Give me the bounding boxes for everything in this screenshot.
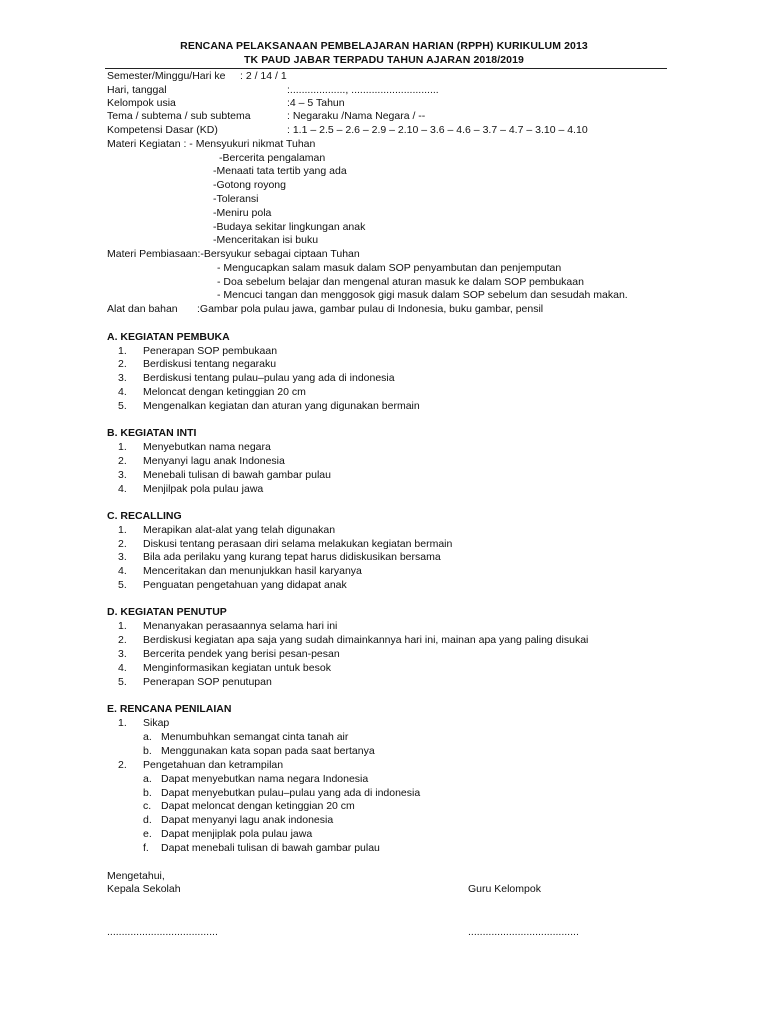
penilaian-group-label: Pengetahuan dan ketrampilan <box>143 759 284 771</box>
list-item-number: 4. <box>118 483 127 495</box>
section-title-penutup: D. KEGIATAN PENUTUP <box>107 606 227 618</box>
list-item-number: 1. <box>118 620 127 632</box>
list-item: Menginformasikan kegiatan untuk besok <box>143 662 331 674</box>
mengetahui-label: Mengetahui, <box>107 870 165 882</box>
hari-value: :..................., .............................. <box>287 84 439 96</box>
list-item: Penerapan SOP penutupan <box>143 676 272 688</box>
list-item-number: 2. <box>118 759 127 771</box>
kepala-sekolah-label: Kepala Sekolah <box>107 883 181 895</box>
section-title-penilaian: E. RENCANA PENILAIAN <box>107 703 232 715</box>
list-item-number: 4. <box>118 386 127 398</box>
materi-kegiatan-item: -Menaati tata tertib yang ada <box>213 165 347 177</box>
alat-label: Alat dan bahan <box>107 303 178 315</box>
section-title-pembuka: A. KEGIATAN PEMBUKA <box>107 331 230 343</box>
tema-value: : Negaraku /Nama Negara / -- <box>287 110 426 122</box>
list-item-number: 1. <box>118 717 127 729</box>
materi-kegiatan-item: -Meniru pola <box>213 207 272 219</box>
alat-value: :Gambar pola pulau jawa, gambar pulau di Indonesia, buku gambar, pensil <box>197 303 544 315</box>
list-item: Menyanyi lagu anak Indonesia <box>143 455 285 467</box>
section-title-inti: B. KEGIATAN INTI <box>107 427 197 439</box>
list-item-number: 2. <box>118 455 127 467</box>
semester-value: : 2 / 14 / 1 <box>240 70 287 82</box>
list-item: Menumbuhkan semangat cinta tanah air <box>161 731 349 743</box>
list-item-letter: a. <box>143 731 152 743</box>
list-item: Berdiskusi tentang pulau–pulau yang ada di indonesia <box>143 372 395 384</box>
list-item-letter: f. <box>143 842 149 854</box>
signature-line-left: ...................................... <box>107 926 218 938</box>
header-divider <box>105 68 667 69</box>
list-item-number: 5. <box>118 400 127 412</box>
materi-pembiasaan-label: Materi Pembiasaan:-Bersyukur sebagai ciptaan Tuhan <box>107 248 360 260</box>
materi-kegiatan-item: -Menceritakan isi buku <box>213 234 319 246</box>
list-item: Bercerita pendek yang berisi pesan-pesan <box>143 648 340 660</box>
materi-pembiasaan-item: - Mencuci tangan dan menggosok gigi masuk dalam SOP sebelum dan sesudah makan. <box>217 289 628 301</box>
list-item: Dapat menebali tulisan di bawah gambar pulau <box>161 842 380 854</box>
list-item: Menanyakan perasaannya selama hari ini <box>143 620 338 632</box>
signature-line-right: ...................................... <box>468 926 579 938</box>
semester-label: Semester/Minggu/Hari ke <box>107 70 226 82</box>
list-item-number: 2. <box>118 358 127 370</box>
list-item: Bila ada perilaku yang kurang tepat harus didiskusikan bersama <box>143 551 441 563</box>
materi-kegiatan-item: -Budaya sekitar lingkungan anak <box>213 221 366 233</box>
list-item-number: 3. <box>118 372 127 384</box>
list-item-number: 5. <box>118 579 127 591</box>
list-item-number: 2. <box>118 634 127 646</box>
materi-kegiatan-label: Materi Kegiatan : - Mensyukuri nikmat Tuhan <box>107 138 316 150</box>
list-item: Dapat menjiplak pola pulau jawa <box>161 828 313 840</box>
list-item: Penguatan pengetahuan yang didapat anak <box>143 579 347 591</box>
list-item: Menyebutkan nama negara <box>143 441 271 453</box>
list-item: Berdiskusi kegiatan apa saja yang sudah dimainkannya hari ini, mainan apa yang paling disukai <box>143 634 589 646</box>
list-item-letter: c. <box>143 800 152 812</box>
materi-pembiasaan-item: - Doa sebelum belajar dan mengenal aturan masuk ke dalam SOP pembukaan <box>217 276 584 288</box>
list-item-letter: e. <box>143 828 152 840</box>
header-title: RENCANA PELAKSANAAN PEMBELAJARAN HARIAN (RPPH) KURIKULUM 2013 <box>180 40 588 52</box>
materi-pembiasaan-item: - Mengucapkan salam masuk dalam SOP penyambutan dan penjemputan <box>217 262 562 274</box>
materi-kegiatan-item: -Bercerita pengalaman <box>219 152 326 164</box>
guru-kelompok-label: Guru Kelompok <box>468 883 541 895</box>
list-item: Mengenalkan kegiatan dan aturan yang digunakan bermain <box>143 400 420 412</box>
list-item: Merapikan alat-alat yang telah digunakan <box>143 524 336 536</box>
list-item: Menggunakan kata sopan pada saat bertanya <box>161 745 375 757</box>
kelompok-label: Kelompok usia <box>107 97 176 109</box>
tema-label: Tema / subtema / sub subtema <box>107 110 251 122</box>
hari-label: Hari, tanggal <box>107 84 167 96</box>
list-item: Dapat menyebutkan pulau–pulau yang ada di indonesia <box>161 787 421 799</box>
list-item-number: 5. <box>118 676 127 688</box>
list-item-number: 1. <box>118 345 127 357</box>
list-item-letter: d. <box>143 814 152 826</box>
list-item-number: 1. <box>118 441 127 453</box>
list-item-letter: b. <box>143 745 152 757</box>
penilaian-group-label: Sikap <box>143 717 170 729</box>
list-item-number: 1. <box>118 524 127 536</box>
list-item-number: 4. <box>118 565 127 577</box>
kd-label: Kompetensi Dasar (KD) <box>107 124 218 136</box>
list-item: Penerapan SOP pembukaan <box>143 345 278 357</box>
header-subtitle: TK PAUD JABAR TERPADU TAHUN AJARAN 2018/2019 <box>244 54 524 66</box>
materi-kegiatan-item: -Gotong royong <box>213 179 286 191</box>
section-title-recalling: C. RECALLING <box>107 510 182 522</box>
list-item-number: 4. <box>118 662 127 674</box>
list-item: Menjilpak pola pulau jawa <box>143 483 264 495</box>
list-item-number: 3. <box>118 469 127 481</box>
list-item: Dapat menyebutkan nama negara Indonesia <box>161 773 369 785</box>
list-item-number: 3. <box>118 551 127 563</box>
list-item: Meloncat dengan ketinggian 20 cm <box>143 386 306 398</box>
materi-kegiatan-item: -Toleransi <box>213 193 259 205</box>
list-item-number: 2. <box>118 538 127 550</box>
list-item-number: 3. <box>118 648 127 660</box>
list-item: Menceritakan dan menunjukkan hasil karyanya <box>143 565 362 577</box>
list-item-letter: b. <box>143 787 152 799</box>
list-item: Berdiskusi tentang negaraku <box>143 358 277 370</box>
kelompok-value: :4 – 5 Tahun <box>287 97 345 109</box>
list-item-letter: a. <box>143 773 152 785</box>
list-item: Dapat meloncat dengan ketinggian 20 cm <box>161 800 355 812</box>
list-item: Dapat menyanyi lagu anak indonesia <box>161 814 334 826</box>
kd-value: : 1.1 – 2.5 – 2.6 – 2.9 – 2.10 – 3.6 – 4.6 – 3.7 – 4.7 – 3.10 – 4.10 <box>287 124 588 136</box>
list-item: Diskusi tentang perasaan diri selama melakukan kegiatan bermain <box>143 538 453 550</box>
list-item: Menebali tulisan di bawah gambar pulau <box>143 469 331 481</box>
